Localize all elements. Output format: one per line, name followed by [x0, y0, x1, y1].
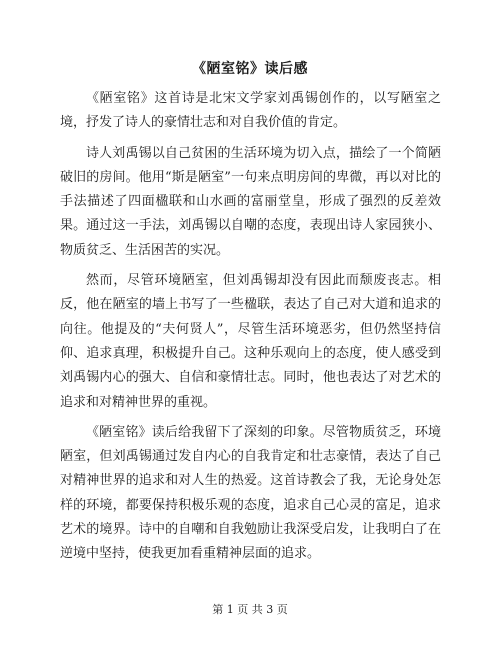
document-title: 《陋室铭》读后感 — [192, 61, 308, 77]
paragraph-4: 《陋室铭》读后给我留下了深刻的印象。尽管物质贫乏，环境陋室，但刘禹锡通过发自内心的自我肯定和壮志豪情，表达了自己对精神世界的追求和对人生的热爱。这首诗教会了我，无论身处怎样的环境，都要保持积极乐观的态度，追求自己心灵的富足，追求艺术的境界。诗中的自嘲和自我勉励让我深受启发，让我明白了在逆境中坚持，使我更加看重精神层面的追求。 — [60, 424, 441, 562]
paragraph-1: 《陋室铭》这首诗是北宋文学家刘禹锡创作的，以写陋室之境，抒发了诗人的豪情壮志和对自我价值的肯定。 — [60, 91, 441, 131]
paragraph-3: 然而，尽管环境陋室，但刘禹锡却没有因此而颓废丧志。相反，他在陋室的墙上书写了一些楹联，表达了自己对大道和追求的向往。他提及的“夫何贤人”，尽管生活环境恶劣，但仍然坚持信仰、追求真理，积极提升自己。这种乐观向上的态度，使人感受到刘禹锡内心的强大、自信和豪情壮志。同时，他也表达了对艺术的追求和对精神世界的重视。 — [60, 273, 441, 410]
page-number-footer: 第 1 页 共 3 页 — [212, 603, 288, 616]
document-body — [60, 87, 441, 573]
paragraph-2: 诗人刘禹锡以自己贫困的生活环境为切入点，描绘了一个简陋破旧的房间。他用“斯是陋室”一句来点明房间的卑微，再以对比的手法描述了四面楹联和山水画的富丽堂皇，形成了强烈的反差效果。通过这一手法，刘禹锡以自嘲的态度，表现出诗人家园狭小、物质贫乏、生活困苦的实况。 — [60, 145, 441, 258]
